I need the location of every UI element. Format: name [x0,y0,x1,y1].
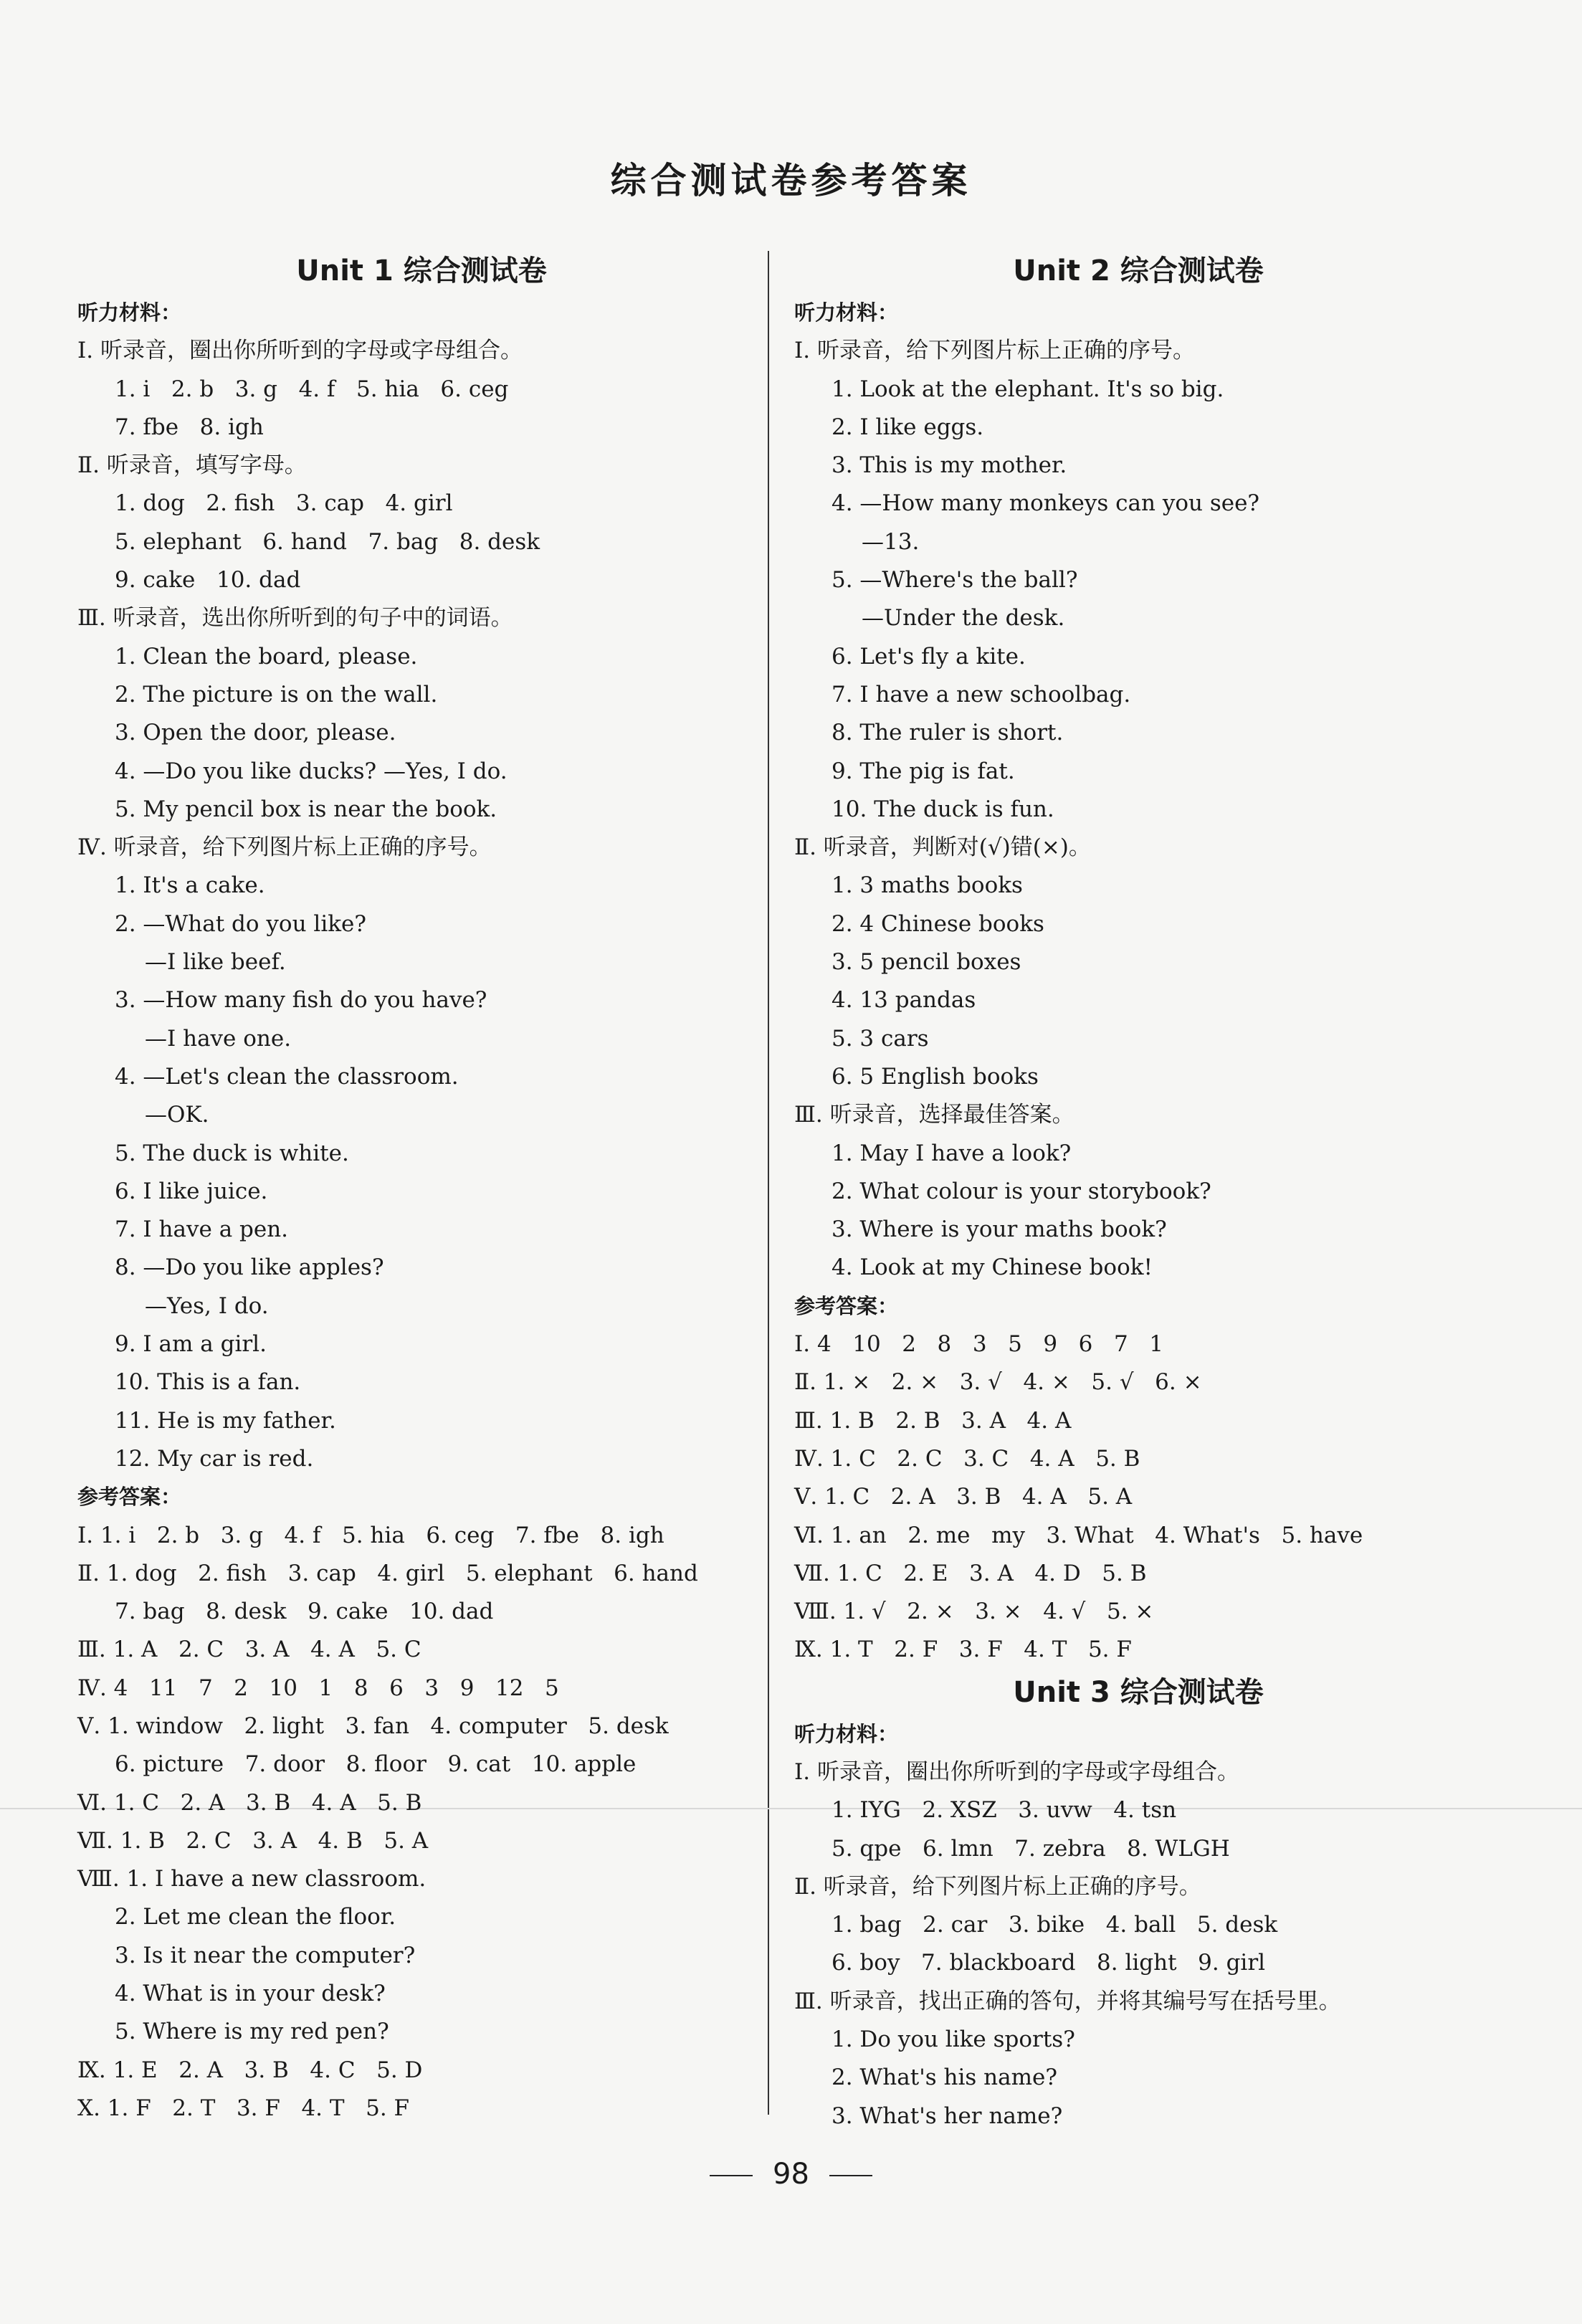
text-line: 1. IYG 2. XSZ 3. uvw 4. tsn [831,1797,1177,1824]
text-line: Ⅰ. 听录音，圈出你所听到的字母或字母组合。 [77,338,523,364]
text-line: Ⅱ. 听录音，填写字母。 [77,452,307,479]
text-line: Ⅷ. 1. I have a new classroom. [77,1866,427,1892]
unit1-listening-list [77,332,766,1478]
text-line: Ⅰ. 1. i 2. b 3. g 4. f 5. hia 6. ceg 7. fbe 8. igh [77,1522,664,1548]
text-line: 7. bag 8. desk 9. cake 10. dad [115,1599,494,1625]
text-line: Ⅰ. 4 10 2 8 3 5 9 6 7 1 [794,1331,1163,1358]
text-line: 1. bag 2. car 3. bike 4. ball 5. desk [831,1912,1278,1938]
unit1-answers-label: 参考答案： [77,1485,182,1510]
text-line: 12. My car is red. [115,1445,314,1472]
text-line: 1. dog 2. fish 3. cap 4. girl [115,490,453,517]
text-line: —I have one. [145,1025,292,1052]
text-line: 1. i 2. b 3. g 4. f 5. hia 6. ceg [115,376,509,402]
text-line: Ⅰ. 听录音，给下列图片标上正确的序号。 [794,338,1195,364]
text-line: Ⅵ. 1. C 2. A 3. B 4. A 5. B [77,1789,422,1816]
text-line: 5. qpe 6. lmn 7. zebra 8. WLGH [831,1835,1230,1862]
text-line: 2. What colour is your storybook? [831,1178,1211,1204]
text-line: Ⅷ. 1. √ 2. × 3. × 4. √ 5. × [794,1599,1154,1625]
text-line: 4. —Let's clean the classroom. [115,1063,459,1090]
text-line: 4. —How many monkeys can you see? [831,490,1260,517]
column-divider [768,251,769,2115]
text-line: Ⅱ. 1. dog 2. fish 3. cap 4. girl 5. elephant 6. hand [77,1560,698,1586]
page-number: 98 [773,2158,809,2191]
text-line: 9. The pig is fat. [831,758,1015,784]
text-line: Ⅱ. 听录音，判断对(√)错(×)。 [794,834,1091,861]
text-line: Ⅵ. 1. an 2. me my 3. What 4. What's 5. have [794,1522,1363,1548]
text-line: 1. May I have a look? [831,1140,1072,1166]
text-line: 1. It's a cake. [115,872,265,899]
unit1-title: Unit 1 综合测试卷 [296,254,547,287]
text-line: 5. My pencil box is near the book. [115,796,497,822]
text-line: 4. What is in your desk? [115,1981,386,2007]
text-line: Ⅴ. 1. C 2. A 3. B 4. A 5. A [794,1484,1133,1510]
page-footer [0,2158,1582,2191]
text-line: Ⅴ. 1. window 2. light 3. fan 4. computer 5. desk [77,1713,669,1739]
text-line: 6. Let's fly a kite. [831,643,1026,670]
unit2-answers-label: 参考答案： [794,1293,899,1318]
text-line: Ⅰ. 听录音，圈出你所听到的字母或字母组合。 [794,1758,1239,1785]
text-line: Ⅲ. 听录音，找出正确的答句，并将其编号写在括号里。 [794,1988,1341,2014]
text-line: Ⅱ. 1. × 2. × 3. √ 4. × 5. √ 6. × [794,1369,1202,1396]
footer-dash-left [710,2175,753,2176]
text-line: 3. Is it near the computer? [115,1942,416,1968]
text-line: 9. cake 10. dad [115,567,301,594]
unit1-answers-list [77,1517,766,2128]
text-line: Ⅸ. 1. E 2. A 3. B 4. C 5. D [77,2057,423,2083]
text-line: 3. 5 pencil boxes [831,949,1021,976]
text-line: Ⅶ. 1. B 2. C 3. A 4. B 5. A [77,1827,429,1854]
text-line: 3. What's her name? [831,2102,1063,2129]
text-line: 3. This is my mother. [831,452,1067,479]
text-line: 4. Look at my Chinese book! [831,1254,1153,1281]
unit3-title: Unit 3 综合测试卷 [1013,1675,1264,1709]
text-line: 3. Open the door, please. [115,720,396,746]
text-line: 5. —Where's the ball? [831,567,1078,594]
text-line: 1. 3 maths books [831,872,1023,899]
unit3-listen-label: 听力材料： [794,1721,899,1746]
text-line: —I like beef. [145,949,286,976]
text-line: Ⅹ. 1. F 2. T 3. F 4. T 5. F [77,2095,410,2121]
text-line: 1. Look at the elephant. It's so big. [831,376,1224,402]
text-line: Ⅳ. 1. C 2. C 3. C 4. A 5. B [794,1445,1140,1472]
text-line: 4. —Do you like ducks? —Yes, I do. [115,758,508,784]
text-line: 4. 13 pandas [831,987,976,1014]
text-line: 1. Do you like sports? [831,2027,1075,2053]
text-line: 2. 4 Chinese books [831,910,1044,937]
text-line: Ⅶ. 1. C 2. E 3. A 4. D 5. B [794,1560,1147,1586]
text-line: 6. I like juice. [115,1178,268,1204]
text-line: 9. I am a girl. [115,1331,267,1358]
text-line: —Yes, I do. [145,1292,269,1319]
text-line: 5. elephant 6. hand 7. bag 8. desk [115,528,540,555]
text-line: —OK. [145,1102,209,1128]
text-line: 10. The duck is fun. [831,796,1054,822]
text-line: Ⅲ. 1. B 2. B 3. A 4. A [794,1407,1072,1434]
text-line: 7. fbe 8. igh [115,414,264,440]
text-line: 6. 5 English books [831,1063,1039,1090]
text-line: Ⅲ. 听录音，选出你所听到的句子中的词语。 [77,605,513,632]
text-line: Ⅱ. 听录音，给下列图片标上正确的序号。 [794,1873,1201,1900]
text-line: 10. This is a fan. [115,1369,301,1396]
text-line: 2. What's his name? [831,2065,1057,2091]
text-line: 7. I have a new schoolbag. [831,681,1131,708]
unit2-title: Unit 2 综合测试卷 [1013,254,1264,287]
text-line: 6. boy 7. blackboard 8. light 9. girl [831,1950,1266,1976]
text-line: Ⅲ. 听录音，选择最佳答案。 [794,1102,1074,1128]
text-line: Ⅲ. 1. A 2. C 3. A 4. A 5. C [77,1637,421,1663]
text-line: 2. The picture is on the wall. [115,681,438,708]
unit2-listen-label: 听力材料： [794,300,899,325]
text-line: Ⅳ. 听录音，给下列图片标上正确的序号。 [77,834,492,861]
text-line: Ⅳ. 4 11 7 2 10 1 8 6 3 9 12 5 [77,1675,559,1701]
text-line: 8. —Do you like apples? [115,1254,384,1281]
unit2-answers-list [794,1325,1482,1670]
footer-dash-right [829,2175,872,2176]
unit2-column [794,248,1482,2135]
text-line: 1. Clean the board, please. [115,643,418,670]
unit2-listening-list [794,332,1482,1287]
text-line: 5. The duck is white. [115,1140,349,1166]
text-line: 11. He is my father. [115,1407,336,1434]
text-line: 3. Where is your maths book? [831,1216,1167,1243]
text-line: 3. —How many fish do you have? [115,987,487,1014]
text-line: 2. —What do you like? [115,910,366,937]
text-line: —Under the desk. [862,605,1065,632]
text-line: 2. I like eggs. [831,414,984,440]
text-line: 8. The ruler is short. [831,720,1064,746]
text-line: 6. picture 7. door 8. floor 9. cat 10. apple [115,1751,637,1778]
text-line: 5. 3 cars [831,1025,929,1052]
unit1-listen-label: 听力材料： [77,300,182,325]
text-line: —13. [862,528,920,555]
page-title: 综合测试卷参考答案 [610,160,972,201]
unit1-column [77,248,766,2128]
text-line: 7. I have a pen. [115,1216,289,1243]
text-line: 2. Let me clean the floor. [115,1904,396,1930]
unit3-listening-list [794,1753,1482,2135]
text-line: 5. Where is my red pen? [115,2019,389,2045]
text-line: Ⅸ. 1. T 2. F 3. F 4. T 5. F [794,1637,1132,1663]
